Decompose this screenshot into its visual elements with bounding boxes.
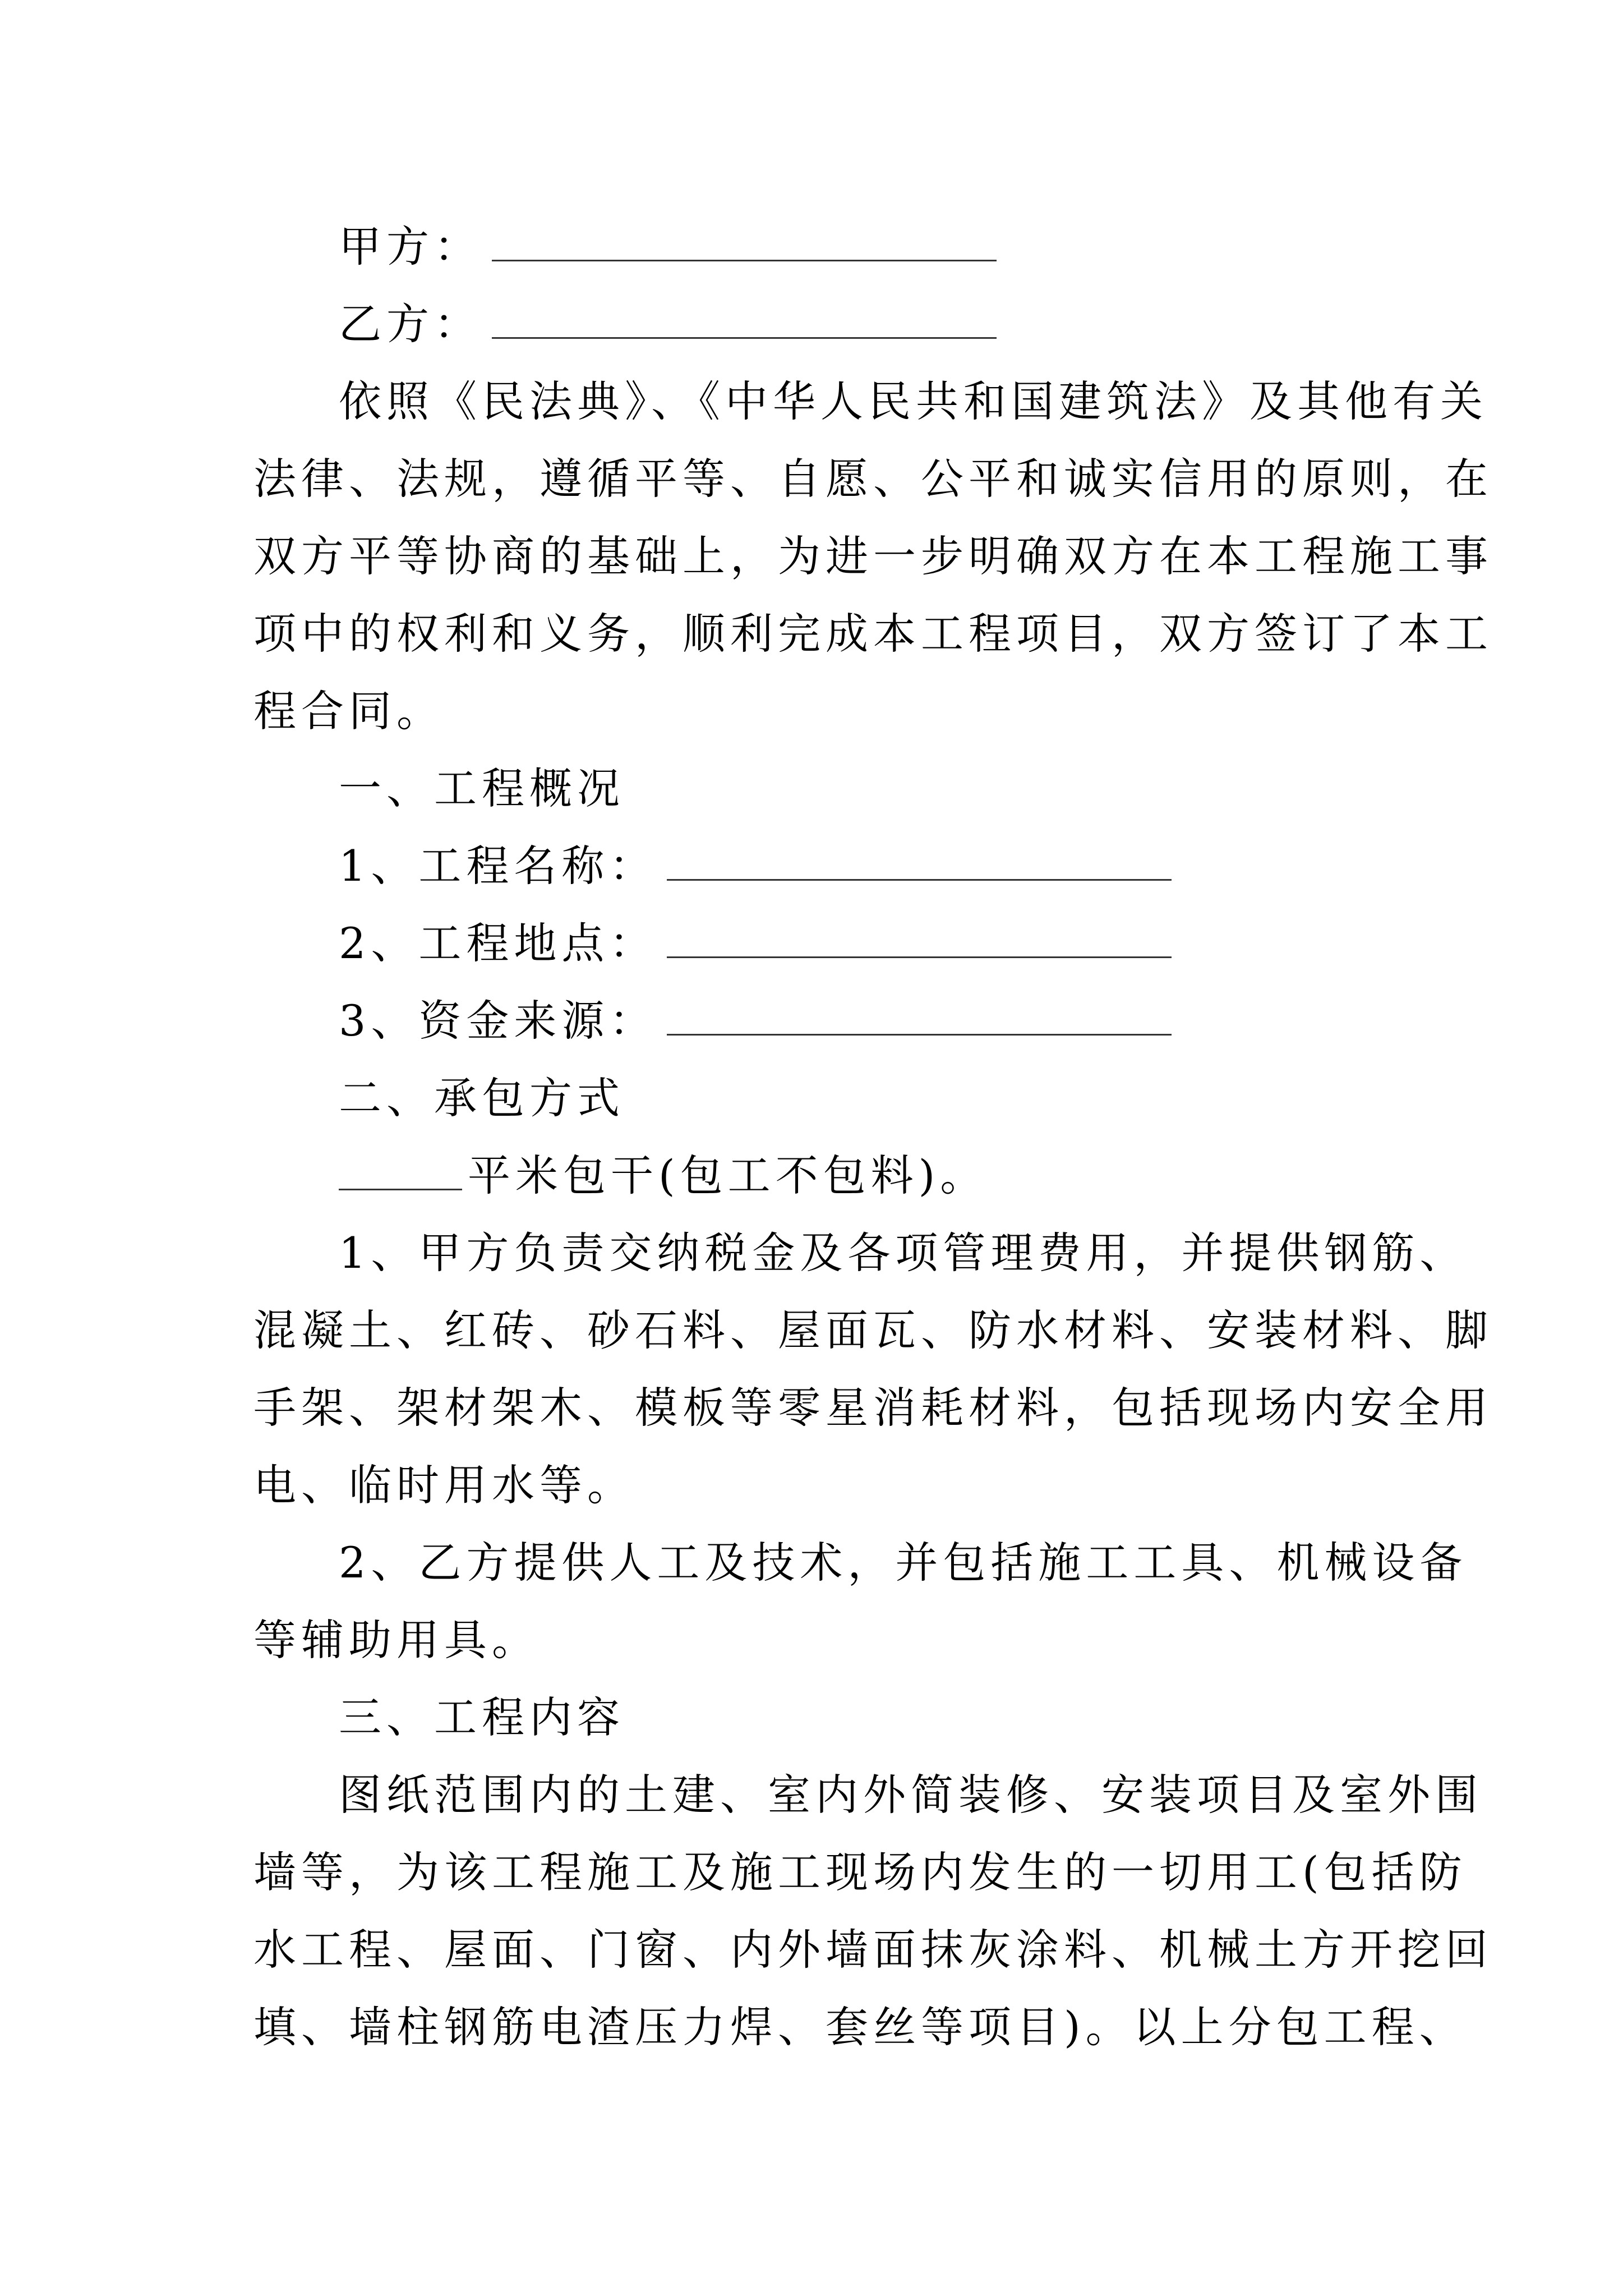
party-a-duty-line-2: 混凝土、红砖、砂石料、屋面瓦、防水材料、安装材料、脚 xyxy=(253,1305,1493,1355)
scope-line-2: 墙等，为该工程施工及施工现场内发生的一切用工(包括防 xyxy=(253,1847,1467,1897)
project-location-label: 2、工程地点： xyxy=(339,918,657,968)
intro-line-1 xyxy=(339,362,1488,441)
intro-line-5: 程合同。 xyxy=(253,686,444,736)
section1-heading: 一、工程概况 xyxy=(339,763,625,813)
project-name-blank xyxy=(667,845,1172,881)
section2-heading: 二、承包方式 xyxy=(339,1073,625,1123)
project-name-line xyxy=(339,827,1477,905)
party-a-duty-line-3: 手架、架材架木、模板等零星消耗材料，包括现场内安全用 xyxy=(253,1383,1493,1433)
scope-line-1: 图纸范围内的土建、室内外简装修、安装项目及室外围 xyxy=(339,1770,1483,1820)
scope-line-3: 水工程、屋面、门窗、内外墙面抹灰涂料、机械土方开挖回 xyxy=(253,1925,1493,1975)
party-b-blank xyxy=(492,303,997,339)
contract-mode-line xyxy=(339,1137,1477,1215)
party-b-duty-line-1: 2、乙方提供人工及技术，并包括施工工具、机械设备 xyxy=(339,1538,1468,1588)
intro-line-3: 双方平等协商的基础上，为进一步明确双方在本工程施工事 xyxy=(253,531,1493,581)
party-a-line xyxy=(339,208,1477,286)
project-location-blank xyxy=(667,923,1172,958)
intro-line-2: 法律、法规，遵循平等、自愿、公平和诚实信用的原则，在 xyxy=(253,454,1493,504)
contract-mode-text: 平米包干(包工不包料)。 xyxy=(468,1151,988,1200)
party-a-label: 甲方： xyxy=(339,222,482,272)
section3-heading: 三、工程内容 xyxy=(339,1692,625,1742)
party-a-duty-line-1: 1、甲方负责交纳税金及各项管理费用，并提供钢筋、 xyxy=(339,1228,1468,1278)
scope-line-4: 填、墙柱钢筋电渣压力焊、套丝等项目)。以上分包工程、 xyxy=(253,2002,1467,2052)
party-a-blank xyxy=(492,226,997,261)
party-b-line xyxy=(339,285,1477,364)
party-a-duty-line-4: 电、临时用水等。 xyxy=(253,1460,635,1510)
funding-source-label: 3、资金来源： xyxy=(339,996,657,1046)
party-b-label: 乙方： xyxy=(339,299,482,349)
project-location-line xyxy=(339,904,1477,983)
funding-source-line xyxy=(339,982,1477,1060)
area-blank xyxy=(339,1155,462,1190)
funding-source-blank xyxy=(667,1000,1172,1036)
intro-text-1: 依照《民法典》、《中华人民共和国建筑法》及其他有关 xyxy=(339,376,1488,426)
intro-line-4: 项中的权利和义务，顺利完成本工程项目，双方签订了本工 xyxy=(253,609,1493,659)
party-b-duty-line-2: 等辅助用具。 xyxy=(253,1615,540,1665)
project-name-label: 1、工程名称： xyxy=(339,841,657,891)
